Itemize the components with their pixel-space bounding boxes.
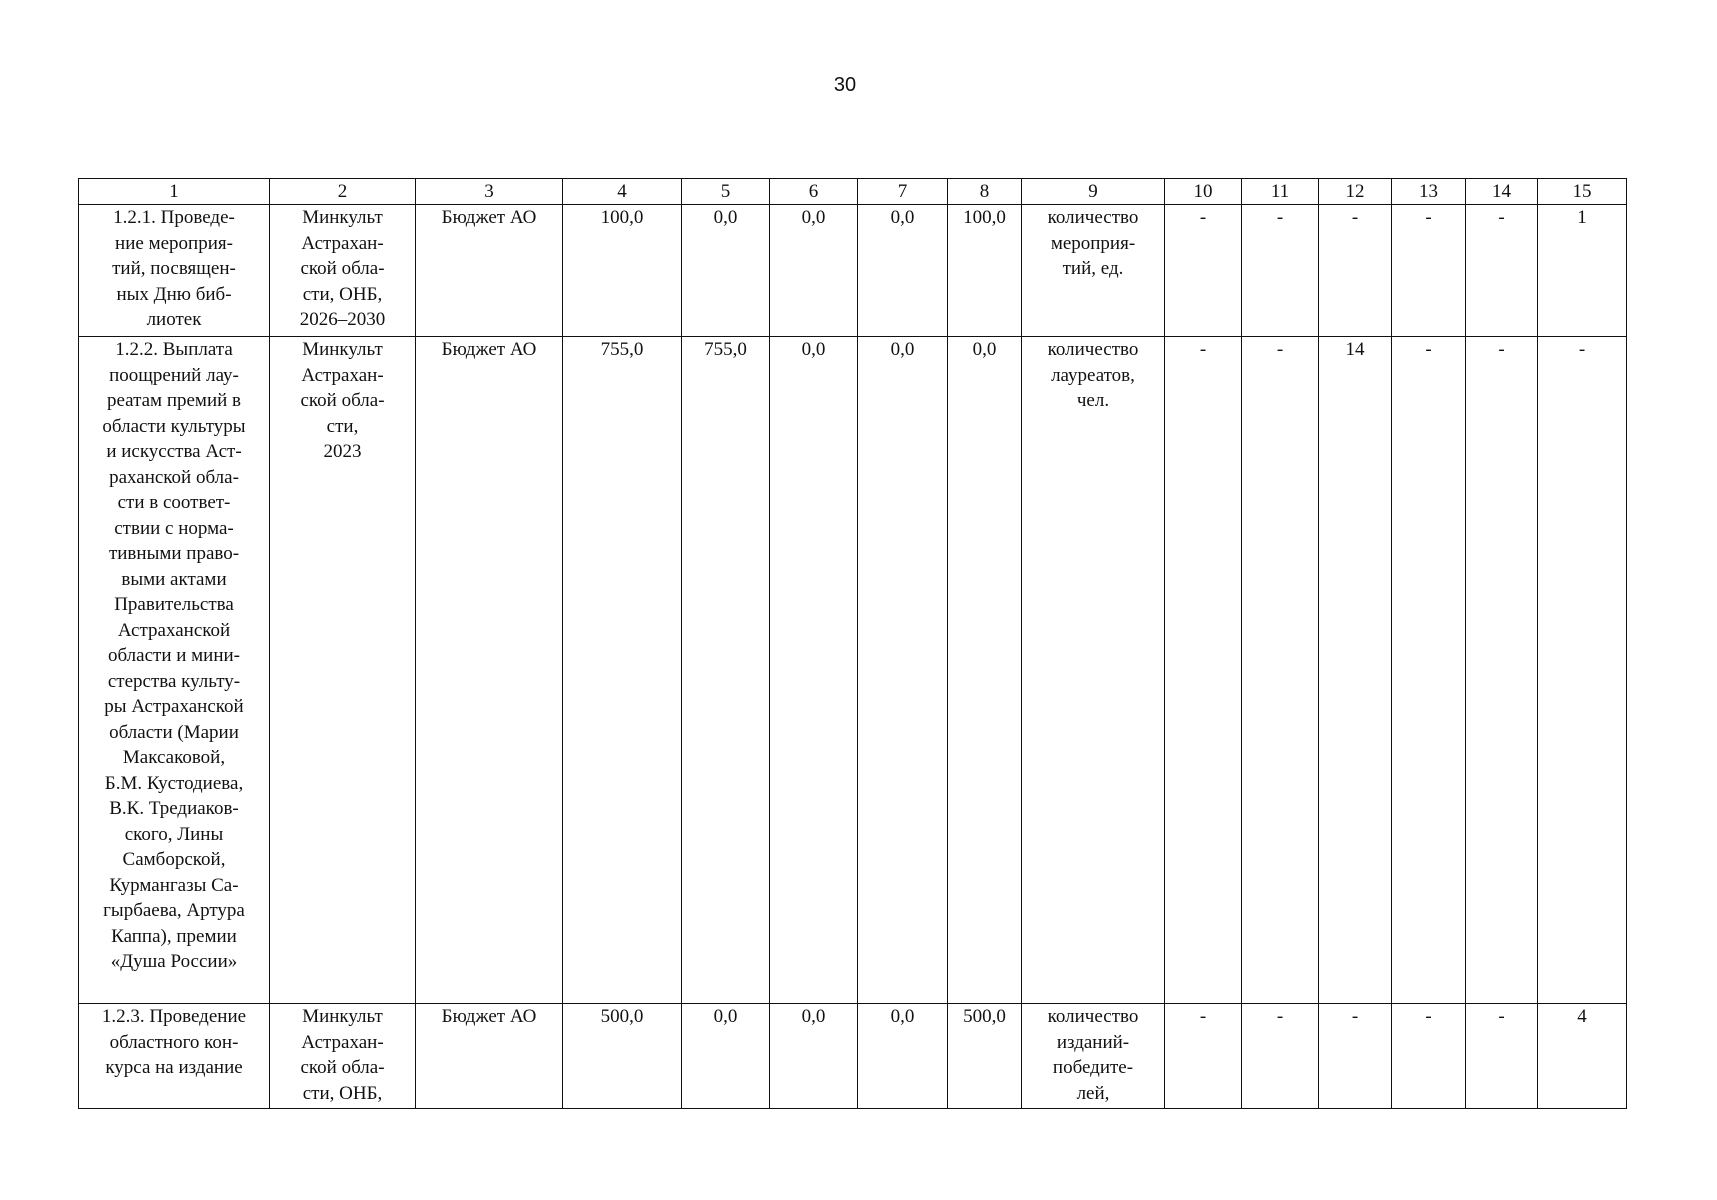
value-cell: 0,0 bbox=[682, 205, 770, 337]
value-cell: 4 bbox=[1538, 1004, 1627, 1109]
header-cell: 8 bbox=[948, 179, 1022, 205]
value-cell: - bbox=[1165, 1004, 1242, 1109]
value-cell: - bbox=[1392, 205, 1466, 337]
value-cell: 1 bbox=[1538, 205, 1627, 337]
value-cell: 0,0 bbox=[682, 1004, 770, 1109]
value-cell: - bbox=[1242, 1004, 1319, 1109]
table-row bbox=[79, 337, 1627, 1004]
value-cell: 500,0 bbox=[563, 1004, 682, 1109]
value-cell: 755,0 bbox=[563, 337, 682, 1004]
activity-name-cell: 1.2.1. Проведе- ние мероприя- тий, посвящен- ных Дню биб- лиотек bbox=[79, 205, 270, 337]
value-cell: 14 bbox=[1319, 337, 1392, 1004]
value-cell: 0,0 bbox=[858, 1004, 948, 1109]
value-cell: 500,0 bbox=[948, 1004, 1022, 1109]
header-cell: 1 bbox=[79, 179, 270, 205]
value-cell: - bbox=[1538, 337, 1627, 1004]
value-cell: 0,0 bbox=[770, 337, 858, 1004]
header-cell: 7 bbox=[858, 179, 948, 205]
table-row bbox=[79, 1004, 1627, 1109]
header-cell: 15 bbox=[1538, 179, 1627, 205]
value-cell: - bbox=[1242, 205, 1319, 337]
page-number: 30 bbox=[833, 74, 857, 96]
table-row bbox=[79, 205, 1627, 337]
value-cell: 755,0 bbox=[682, 337, 770, 1004]
header-cell: 9 bbox=[1022, 179, 1165, 205]
header-cell: 10 bbox=[1165, 179, 1242, 205]
header-cell: 5 bbox=[682, 179, 770, 205]
indicator-cell: количество лауреатов, чел. bbox=[1022, 337, 1165, 1004]
executor-cell: Минкульт Астрахан- ской обла- сти, ОНБ, 2026–2030 bbox=[270, 205, 416, 337]
value-cell: 100,0 bbox=[563, 205, 682, 337]
value-cell: - bbox=[1392, 1004, 1466, 1109]
value-cell: - bbox=[1466, 205, 1538, 337]
activity-name-cell: 1.2.3. Проведение областного кон- курса на издание bbox=[79, 1004, 270, 1109]
value-cell: 0,0 bbox=[858, 205, 948, 337]
funding-source-cell: Бюджет АО bbox=[416, 1004, 563, 1109]
value-cell: 0,0 bbox=[770, 1004, 858, 1109]
value-cell: - bbox=[1165, 337, 1242, 1004]
indicator-cell: количество изданий- победите- лей, bbox=[1022, 1004, 1165, 1109]
header-cell: 6 bbox=[770, 179, 858, 205]
activity-name-cell: 1.2.2. Выплата поощрений лау- реатам премий в области культуры и искусства Аст- раханской обла- сти в соответ- ствии с норма- тивными право- выми актами Правительства Астраханской области и мини- стерства культу- ры Астраханской области (Марии Максаковой, Б.М. Кустодиева, В.К. Тредиаков- ского, Лины Самборской, Курмангазы Са- гырбаева, Артура Каппа), премии «Душа России» bbox=[79, 337, 270, 1004]
executor-cell: Минкульт Астрахан- ской обла- сти, 2023 bbox=[270, 337, 416, 1004]
header-cell: 11 bbox=[1242, 179, 1319, 205]
value-cell: - bbox=[1242, 337, 1319, 1004]
funding-source-cell: Бюджет АО bbox=[416, 337, 563, 1004]
value-cell: - bbox=[1319, 205, 1392, 337]
header-row bbox=[79, 179, 1627, 205]
value-cell: - bbox=[1466, 337, 1538, 1004]
value-cell: - bbox=[1165, 205, 1242, 337]
header-cell: 12 bbox=[1319, 179, 1392, 205]
program-table bbox=[78, 178, 1627, 1109]
header-cell: 13 bbox=[1392, 179, 1466, 205]
value-cell: - bbox=[1319, 1004, 1392, 1109]
value-cell: - bbox=[1466, 1004, 1538, 1109]
header-cell: 3 bbox=[416, 179, 563, 205]
executor-cell: Минкульт Астрахан- ской обла- сти, ОНБ, bbox=[270, 1004, 416, 1109]
header-cell: 2 bbox=[270, 179, 416, 205]
value-cell: 0,0 bbox=[770, 205, 858, 337]
value-cell: - bbox=[1392, 337, 1466, 1004]
value-cell: 0,0 bbox=[948, 337, 1022, 1004]
value-cell: 100,0 bbox=[948, 205, 1022, 337]
header-cell: 4 bbox=[563, 179, 682, 205]
value-cell: 0,0 bbox=[858, 337, 948, 1004]
header-cell: 14 bbox=[1466, 179, 1538, 205]
funding-source-cell: Бюджет АО bbox=[416, 205, 563, 337]
indicator-cell: количество мероприя- тий, ед. bbox=[1022, 205, 1165, 337]
